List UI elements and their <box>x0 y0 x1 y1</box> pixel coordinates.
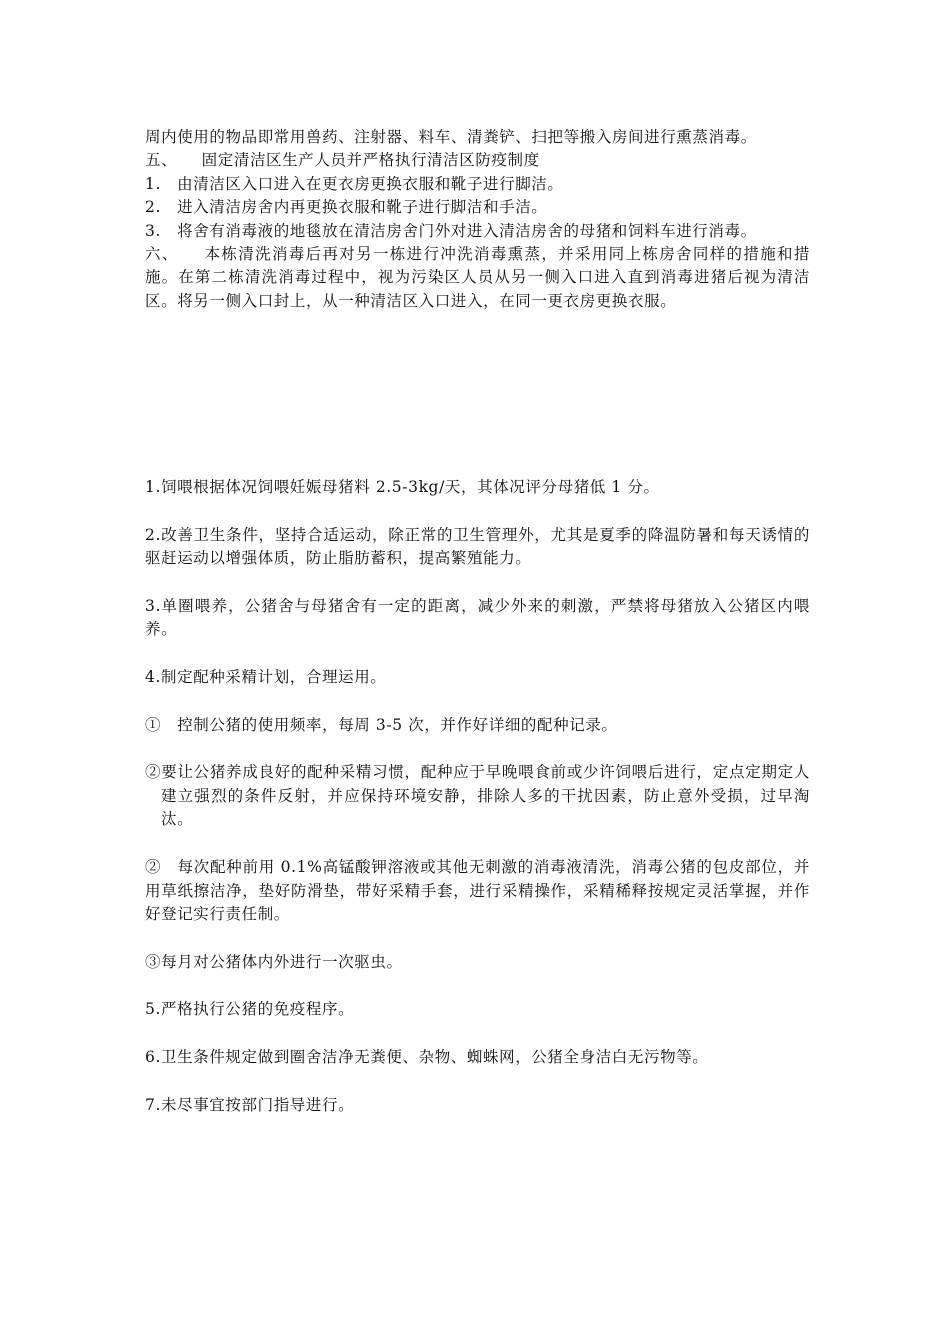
continuation-paragraph: 周内使用的物品即常用兽药、注射器、料车、清粪铲、扫把等搬入房间进行熏蒸消毒。 <box>145 128 757 146</box>
boar-subrule-3: ② 每次配种前用 0.1%高锰酸钾溶液或其他无刺激的消毒液清洗，消毒公猪的包皮部位，并用草纸擦洁净，垫好防滑垫，带好采精手套，进行采精操作，采精稀释按规定灵活掌握，并作好登记实行责任制。 <box>145 857 810 924</box>
boar-rule-1: 1.饲喂根据体况饲喂妊娠母猪料 2.5-3kg/天，其体况评分母猪低 1 分。 <box>145 478 660 496</box>
clean-zone-step-2: 2. 进入清洁房舍内再更换衣服和靴子进行脚洁和手洁。 <box>145 198 548 217</box>
clean-zone-step-3: 3. 将舍有消毒液的地毯放在清洁房舍门外对进入清洁房舍的母猪和饲料车进行消毒。 <box>145 221 757 240</box>
boar-subrule-1: ① 控制公猪的使用频率，每周 3-5 次，并作好详细的配种记录。 <box>145 715 618 734</box>
disinfection-section <box>145 126 810 313</box>
boar-rule-2: 2.改善卫生条件，坚持合适运动，除正常的卫生管理外，尤其是夏季的降温防暑和每天诱情的驱赶运动以增强体质，防止脂肪蓄积，提高繁殖能力。 <box>145 525 810 568</box>
boar-rule-7: 7.未尽事宜按部门指导进行。 <box>145 1095 355 1114</box>
boar-rule-4: 4.制定配种采精计划，合理运用。 <box>145 667 387 686</box>
section-heading-five: 五、 固定清洁区生产人员并严格执行清洁区防疫制度 <box>145 151 540 170</box>
clean-zone-step-1: 1. 由清洁区入口进入在更衣房更换衣服和靴子进行脚洁。 <box>145 174 564 193</box>
section-heading-six: 六、 本栋清洗消毒后再对另一栋进行冲洗消毒熏蒸，并采用同上栋房舍同样的措施和措施。在第二栋清洗消毒过程中，视为污染区人员从另一侧入口进入直到消毒进猪后视为清洁区。将另一侧入口封上，从一种清洁区入口进入，在同一更衣房更换衣服。 <box>145 245 810 310</box>
boar-rule-6: 6.卫生条件规定做到圈舍洁净无粪便、杂物、蜘蛛网，公猪全身洁白无污物等。 <box>145 1047 709 1066</box>
boar-subrule-4: ③每月对公猪体内外进行一次驱虫。 <box>145 952 403 971</box>
boar-rule-5: 5.严格执行公猪的免疫程序。 <box>145 1000 355 1019</box>
boar-management-section <box>145 476 810 1141</box>
boar-rule-3: 3.单圈喂养，公猪舍与母猪舍有一定的距离，减少外来的刺激，严禁将母猪放入公猪区内喂养。 <box>145 596 810 639</box>
boar-subrule-2: ②要让公猪养成良好的配种采精习惯，配种应于早晚喂食前或少许饲喂后进行，定点定期定人建立强烈的条件反射，并应保持环境安静，排除人多的干扰因素，防止意外受损，过早淘汰。 <box>145 763 810 829</box>
